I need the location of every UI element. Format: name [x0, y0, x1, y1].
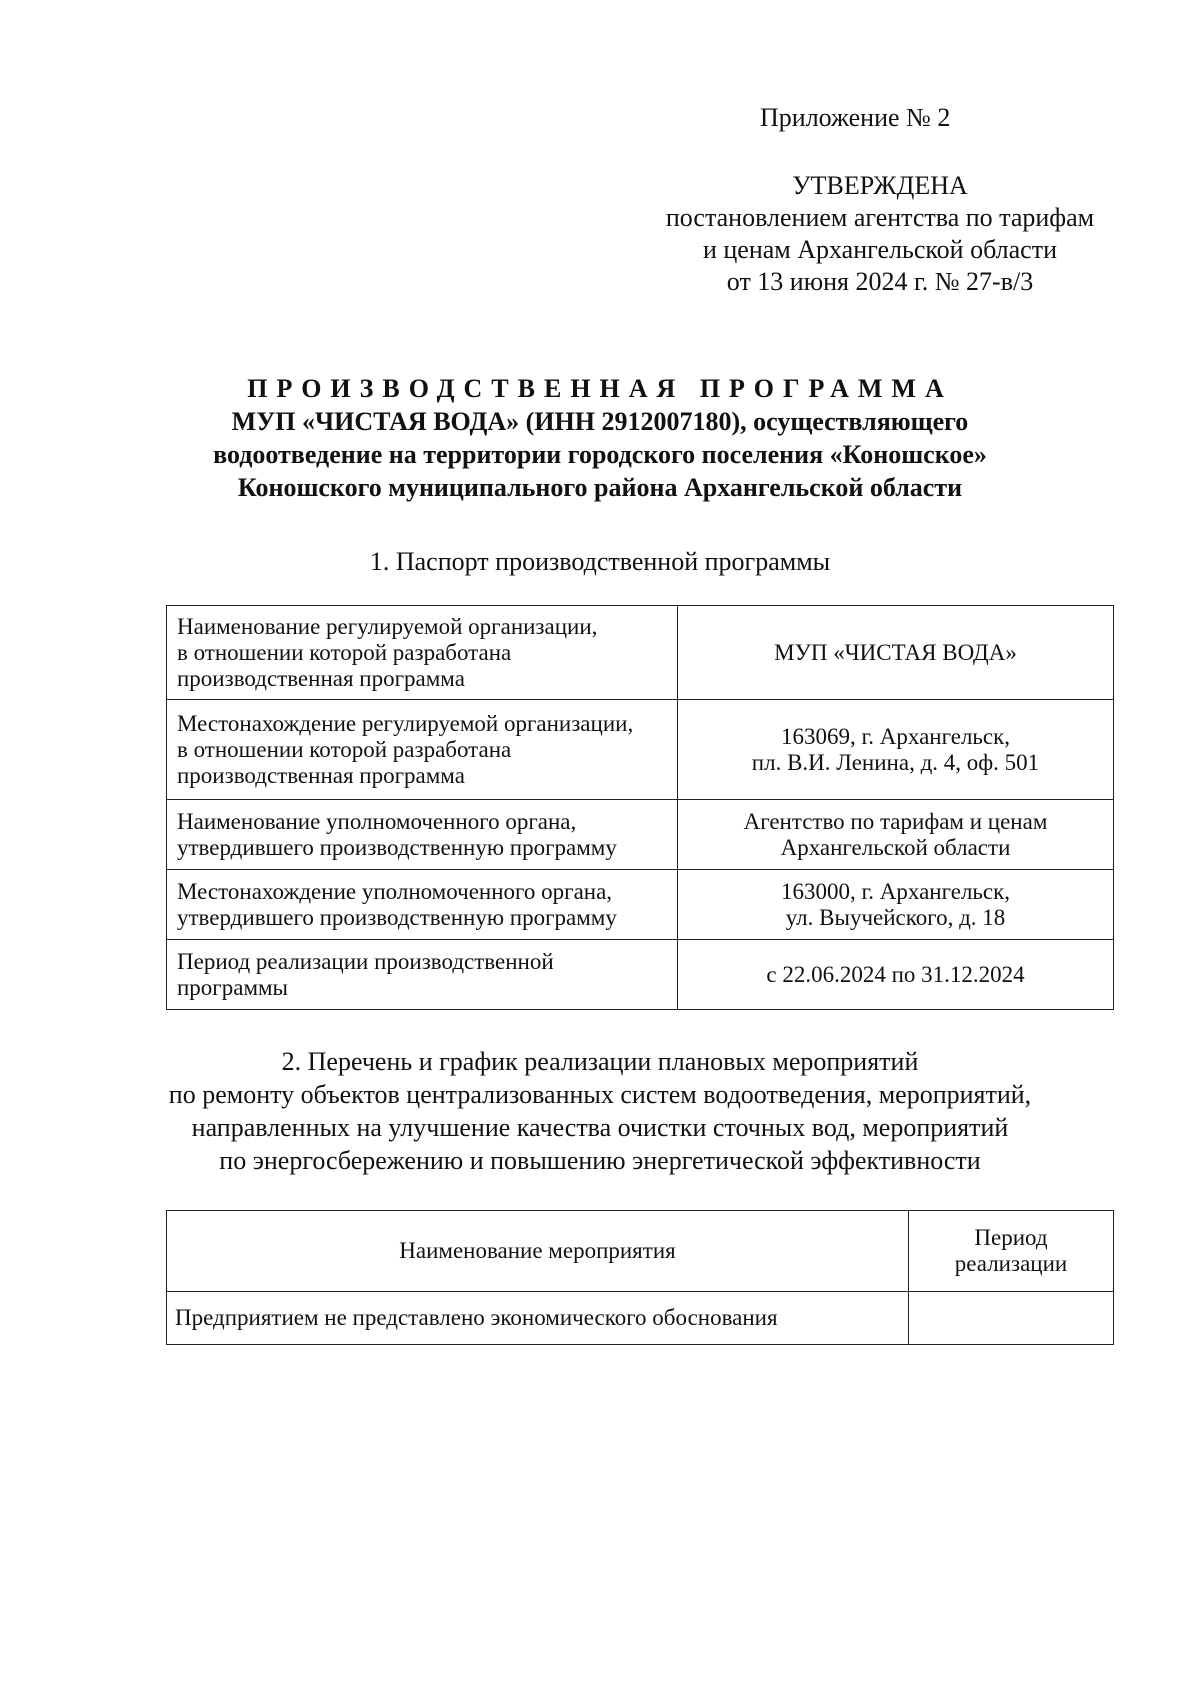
section2-heading-line: 2. Перечень и график реализации плановых мероприятий: [281, 1047, 919, 1076]
table-row: [167, 800, 1114, 870]
value-line: 163000, г. Архангельск,: [780, 878, 1011, 904]
approval-stamp: УТВЕРЖДЕНА: [792, 171, 968, 200]
title-line: МУП «ЧИСТАЯ ВОДА» (ИНН 2912007180), осуществляющего: [231, 407, 969, 436]
table-row: [167, 870, 1114, 940]
section2-heading-line: по ремонту объектов централизованных систем водоотведения, мероприятий,: [168, 1080, 1032, 1109]
title-heading: ПРОИЗВОДСТВЕННАЯ ПРОГРАММА: [247, 374, 953, 403]
table-header-row: [167, 1211, 1114, 1292]
label-line: в отношении которой разработана: [177, 639, 512, 665]
passport-label: [167, 800, 678, 870]
label-line: Местонахождение уполномоченного органа,: [177, 878, 613, 904]
header-line: Период: [974, 1225, 1048, 1250]
label-line: Период реализации производственной: [177, 948, 554, 974]
approval-block: [640, 102, 1120, 298]
document-title: [150, 372, 1050, 504]
title-line: водоотведение на территории городского поселения «Коношское»: [213, 440, 987, 469]
header-line: реализации: [954, 1251, 1068, 1276]
passport-label: [167, 606, 678, 700]
column-header-name: Наименование мероприятия: [167, 1211, 909, 1292]
label-line: программы: [177, 974, 289, 1000]
passport-value: [678, 606, 1114, 700]
value-line: Архангельской области: [780, 834, 1011, 860]
passport-value: [678, 870, 1114, 940]
event-name: Предприятием не представлено экономического обоснования: [167, 1292, 909, 1345]
title-line: Коношского муниципального района Архангельской области: [237, 473, 963, 502]
passport-value: [678, 940, 1114, 1010]
passport-value: [678, 800, 1114, 870]
table-row: [167, 606, 1114, 700]
value-line: МУП «ЧИСТАЯ ВОДА»: [774, 639, 1017, 665]
passport-label: [167, 870, 678, 940]
value-line: пл. В.И. Ленина, д. 4, оф. 501: [751, 749, 1040, 775]
approval-date: от 13 июня 2024 г. № 27-в/3: [726, 267, 1034, 296]
label-line: Наименование регулируемой организации,: [177, 613, 598, 639]
section2-heading-line: по энергосбережению и повышению энергетической эффективности: [219, 1146, 981, 1175]
value-line: Агентство по тарифам и ценам: [743, 808, 1048, 834]
approval-line: и ценам Архангельской области: [702, 235, 1058, 264]
passport-value: [678, 700, 1114, 800]
passport-label: [167, 700, 678, 800]
label-line: Наименование уполномоченного органа,: [177, 808, 577, 834]
label-line: производственная программа: [177, 762, 465, 788]
label-line: Местонахождение регулируемой организации,: [177, 710, 634, 736]
appendix-number: Приложение № 2: [760, 103, 951, 132]
table-row: [167, 940, 1114, 1010]
passport-table: [166, 605, 1114, 1010]
label-line: производственная программа: [177, 665, 465, 691]
section2-heading-line: направленных на улучшение качества очистки сточных вод, мероприятий: [191, 1113, 1009, 1142]
column-header-period: [909, 1211, 1114, 1292]
events-table: [166, 1210, 1114, 1345]
approval-line: постановлением агентства по тарифам: [665, 203, 1095, 232]
event-period: [909, 1292, 1114, 1345]
table-row: [167, 700, 1114, 800]
table-row: [167, 1292, 1114, 1345]
label-line: в отношении которой разработана: [177, 736, 512, 762]
label-line: утвердившего производственную программу: [177, 904, 617, 930]
value-line: ул. Выучейского, д. 18: [785, 904, 1006, 930]
value-line: 163069, г. Архангельск,: [780, 723, 1011, 749]
value-line: с 22.06.2024 по 31.12.2024: [766, 961, 1025, 987]
label-line: утвердившего производственную программу: [177, 834, 617, 860]
passport-label: [167, 940, 678, 1010]
section1-heading: 1. Паспорт производственной программы: [369, 547, 831, 576]
section2-heading: [120, 1045, 1080, 1177]
